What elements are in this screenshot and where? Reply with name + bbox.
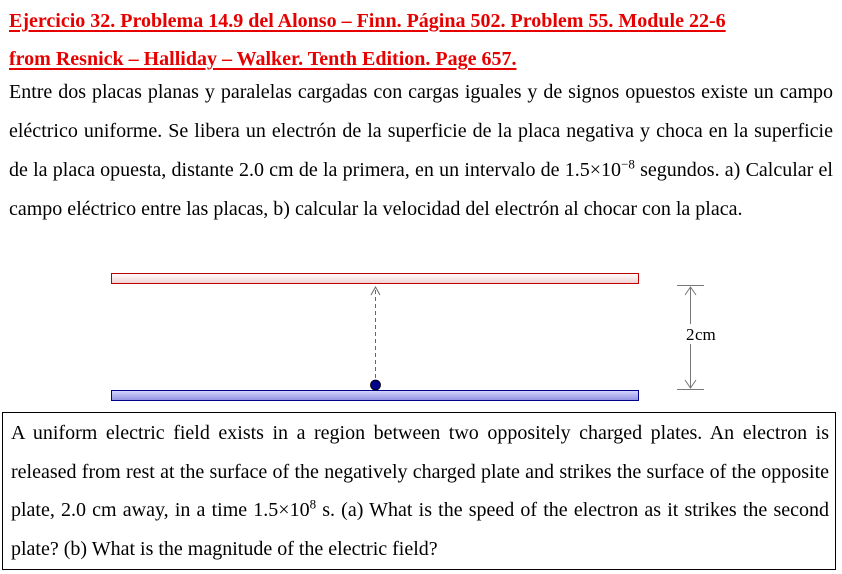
english-text-part-1: A uniform electric field exists in a region between two oppositely charged plates. An electron is released from rest at the surface of the negatively charged plate and strikes the surface of the opposite plate, 2.0 cm away, in a time 1.5×10 <box>11 422 829 521</box>
english-problem-box <box>2 412 836 570</box>
positive-plate <box>112 274 639 284</box>
spanish-problem-statement <box>9 73 833 229</box>
spanish-text-part-1: Entre dos placas planas y paralelas cargadas con cargas iguales y de signos opuestos existe un campo eléctrico uniforme. Se libera un electrón de la superficie de la placa negativa y choca en la superficie de la placa opuesta, distante 2.0 cm de la primera, en un intervalo de 1.5×10 <box>9 81 833 181</box>
distance-label-number: 2 <box>686 325 695 344</box>
distance-label-unit: cm <box>695 325 716 344</box>
spanish-exponent: −8 <box>621 156 635 172</box>
electron-dot <box>371 380 381 390</box>
english-exponent: 8 <box>309 496 317 512</box>
parallel-plates-diagram <box>0 262 842 412</box>
title-line-1: Ejercicio 32. Problema 14.9 del Alonso – Finn. Página 502. Problem 55. Module 22-6 <box>9 10 726 32</box>
spanish-text-part-2: segundos. a) Calcular el campo eléctrico entre las placas, b) calcular la velocidad del electrón al chocar con la placa. <box>9 159 833 220</box>
exercise-title <box>9 2 835 78</box>
english-text-part-2: s. (a) What is the speed of the electron as it strikes the second plate? (b) What is the magnitude of the electric field? <box>11 499 829 560</box>
english-problem-statement <box>3 413 835 568</box>
negative-plate <box>112 391 639 401</box>
title-line-2: from Resnick – Halliday – Walker. Tenth Edition. Page 657. <box>9 48 517 70</box>
